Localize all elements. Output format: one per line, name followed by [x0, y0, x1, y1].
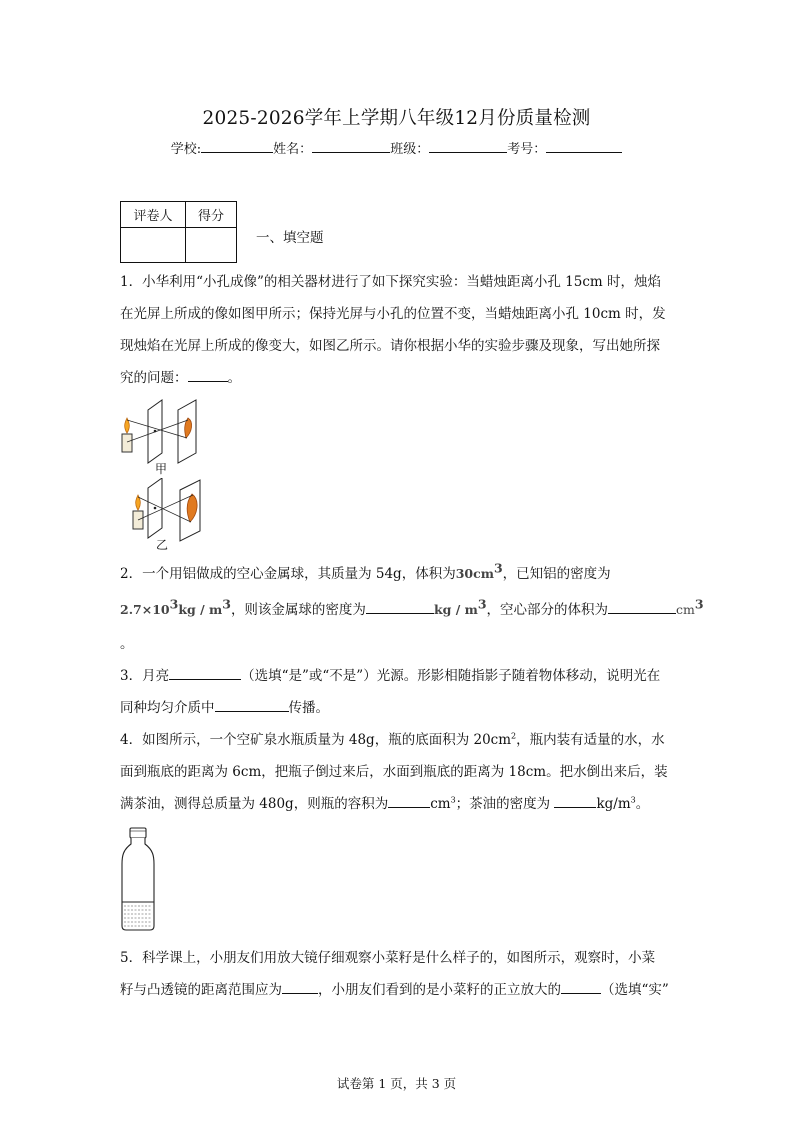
score-table [120, 201, 237, 263]
exam-number-label: 考号： [507, 142, 547, 157]
q1-line-4: 究的问题： 。 [120, 370, 241, 386]
figure-b-label: 乙 [156, 538, 169, 552]
q1-answer-blank[interactable] [188, 368, 228, 382]
school-blank[interactable] [201, 140, 273, 153]
pinhole-figure-b [118, 478, 218, 543]
section-heading: 一、填空题 [256, 230, 324, 246]
q5-blank-1[interactable] [282, 980, 318, 994]
q3-blank-2[interactable] [215, 698, 289, 712]
figure-a-label: 甲 [155, 462, 168, 476]
q2-volume-blank[interactable] [608, 600, 676, 614]
exam-title: 2025-2026学年上学期八年级12月份质量检测 [202, 108, 591, 129]
score-header: 得分 [186, 202, 237, 228]
q1-line-3: 现烛焰在光屏上所成的像变大，如图乙所示。请你根据小华的实验步骤及现象，写出她所探 [120, 338, 660, 354]
q3-blank-1[interactable] [169, 666, 241, 680]
q4-volume-blank[interactable] [388, 794, 430, 808]
q2-line-2: $2.7\times 10^3kg / m^3$，则该金属球的密度为 kg / $m^3$，空心部分的体积为 $cm^3$ [120, 596, 704, 618]
q2-end: 。 [120, 636, 134, 652]
name-label: 姓名： [273, 142, 313, 157]
q3-line-1: 3．月亮 （选填“是”或“不是”）光源。形影相随指影子随着物体移动，说明光在 [120, 668, 661, 684]
exam-number-blank[interactable] [546, 140, 622, 153]
q4-line-3: 满茶油，测得总质量为 480g，则瓶的容积为 $cm^3$；茶油的密度为 $kg/m^3$。 [120, 795, 650, 812]
school-label: 学校: [170, 142, 202, 157]
q1-line-2: 在光屏上所成的像如图甲所示；保持光屏与小孔的位置不变，当蜡烛距离小孔 10cm 时，发 [120, 306, 666, 322]
q4-density-blank[interactable] [554, 794, 596, 808]
q5-blank-2[interactable] [561, 980, 601, 994]
q4-line-2: 面到瓶底的距离为 6cm，把瓶子倒过来后，水面到瓶底的距离为 18cm。把水倒出来后，装 [120, 764, 668, 780]
class-blank[interactable] [429, 140, 507, 153]
q3-line-2: 同种均匀介质中 传播。 [120, 700, 329, 716]
name-blank[interactable] [312, 140, 390, 153]
class-label: 班级： [390, 142, 430, 157]
grader-cell[interactable] [121, 228, 186, 263]
q2-density-blank[interactable] [366, 600, 434, 614]
bottle-figure [118, 826, 160, 934]
page-footer: 试卷第 1 页，共 3 页 [336, 1076, 457, 1091]
q2-line-1: 2．一个用铝做成的空心金属球，其质量为 54g，体积为$30cm^3$，已知铝的密度为 [120, 560, 611, 582]
q5-line-2: 籽与凸透镜的距离范围应为 ，小朋友们看到的是小菜籽的正立放大的 （选填“实” [120, 982, 669, 998]
student-info-line [0, 138, 793, 157]
q1-line-1: 1．小华利用“小孔成像”的相关器材进行了如下探究实验：当蜡烛距离小孔 15cm 时，烛焰 [120, 274, 662, 290]
q4-line-1: 4．如图所示，一个空矿泉水瓶质量为 48g，瓶的底面积为 $20cm^2$，瓶内装有适量的水，水 [120, 731, 665, 748]
grader-header: 评卷人 [121, 202, 186, 228]
q5-line-1: 5．科学课上，小朋友们用放大镜仔细观察小菜籽是什么样子的，如图所示，观察时，小菜 [120, 950, 656, 966]
score-cell[interactable] [186, 228, 237, 263]
